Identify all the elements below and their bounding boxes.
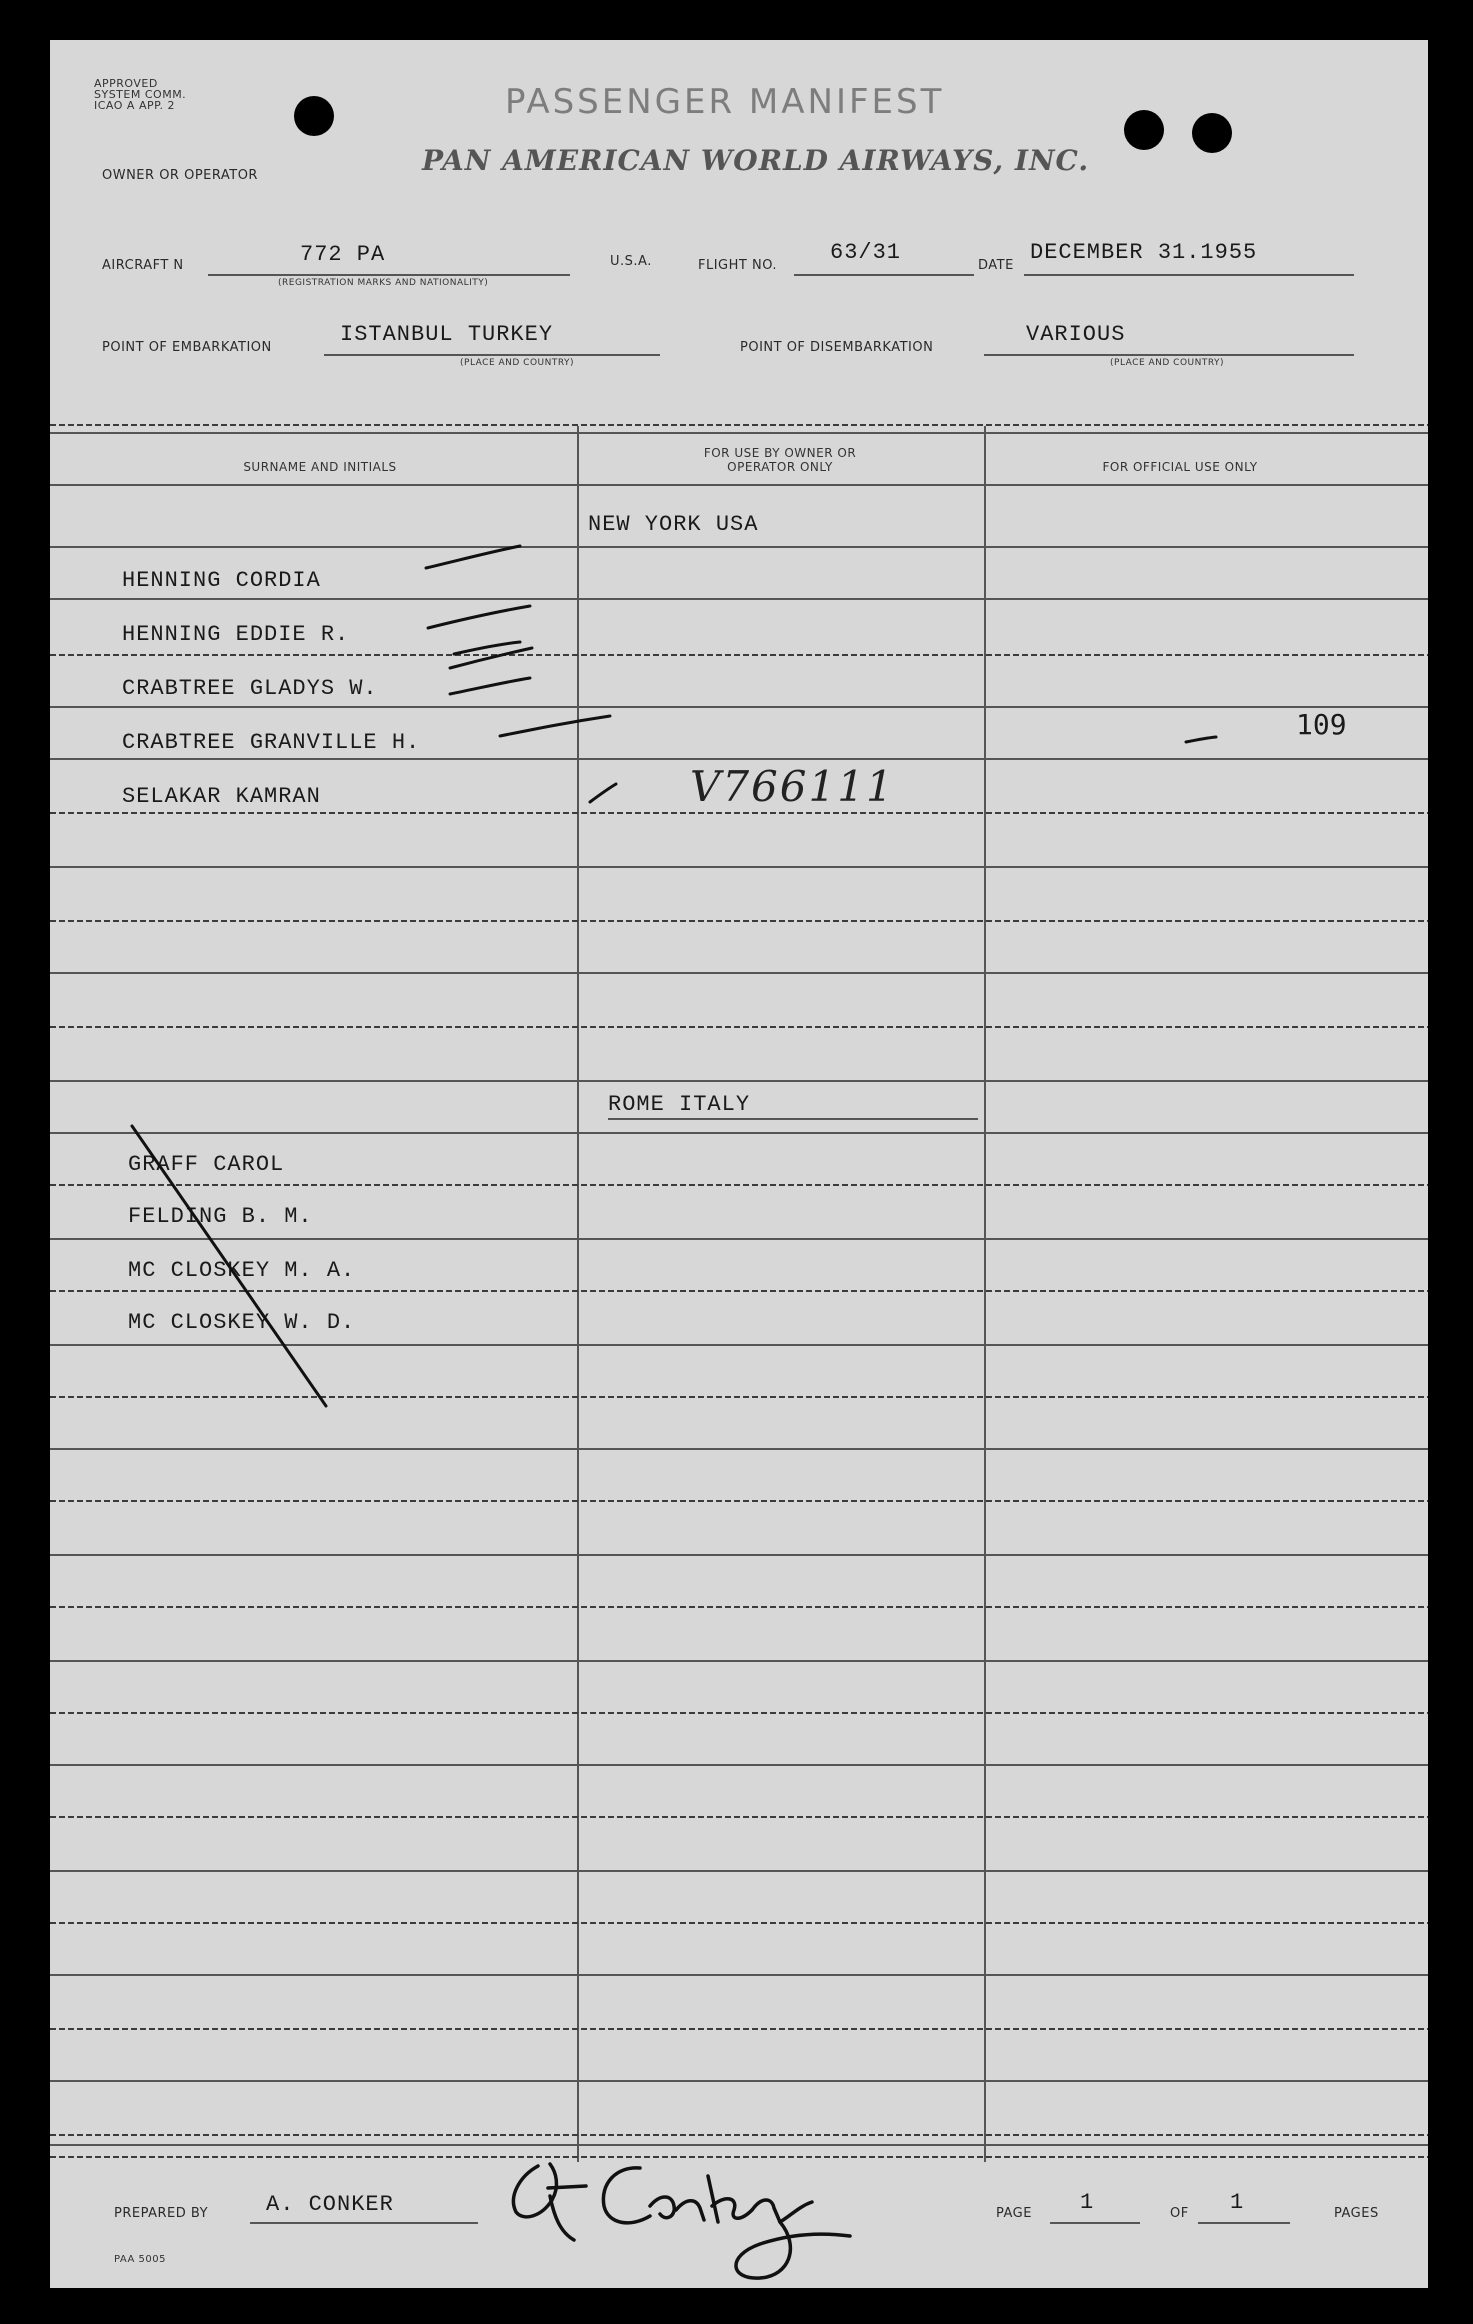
disembarkation-label: POINT OF DISEMBARKATION [740, 340, 934, 355]
usa-label: U.S.A. [610, 254, 652, 269]
destination-1: NEW YORK USA [588, 512, 759, 537]
passenger-name: CRABTREE GLADYS W. [122, 676, 378, 701]
passenger-name: GRAFF CAROL [128, 1152, 285, 1177]
prepared-by-label: PREPARED BY [114, 2206, 209, 2221]
company-name: PAN AMERICAN WORLD AIRWAYS, INC. [422, 144, 1090, 177]
official-number: 109 [1296, 708, 1347, 741]
prepared-by-line [250, 2222, 478, 2224]
embarkation-value: ISTANBUL TURKEY [340, 322, 554, 347]
disembarkation-value: VARIOUS [1026, 322, 1126, 347]
of-line [1198, 2222, 1290, 2224]
embarkation-sublabel: (PLACE AND COUNTRY) [460, 358, 575, 368]
handwritten-marks [50, 40, 1428, 2288]
strike-line [132, 1126, 326, 1406]
of-label: OF [1170, 2206, 1189, 2221]
check-mark [590, 784, 616, 802]
prepared-by-value: A. CONKER [266, 2192, 394, 2217]
page-line [1050, 2222, 1140, 2224]
handwritten-note: V766111 [690, 762, 895, 811]
page-label: PAGE [996, 2206, 1032, 2221]
header-owner-use: FOR USE BY OWNER OR OPERATOR ONLY [703, 446, 857, 474]
disembarkation-sublabel: (PLACE AND COUNTRY) [1110, 358, 1225, 368]
pages-label: PAGES [1334, 2206, 1379, 2221]
official-tick [1186, 737, 1216, 742]
aircraft-label: AIRCRAFT N [102, 258, 184, 273]
passenger-name: MC CLOSKEY M. A. [128, 1258, 356, 1283]
aircraft-value: 772 PA [300, 242, 386, 267]
passenger-name: HENNING EDDIE R. [122, 622, 350, 647]
flight-value: 63/31 [830, 240, 902, 265]
manifest-page [50, 40, 1428, 2288]
flight-label: FLIGHT NO. [698, 258, 778, 273]
page-title: PASSENGER MANIFEST [505, 82, 945, 122]
passenger-name: SELAKAR KAMRAN [122, 784, 321, 809]
signature [490, 2136, 890, 2286]
check-mark [500, 716, 610, 736]
owner-operator-label: OWNER OR OPERATOR [102, 168, 258, 183]
check-mark [426, 546, 520, 568]
of-value: 1 [1230, 2190, 1245, 2215]
check-mark [450, 678, 530, 694]
passenger-name: HENNING CORDIA [122, 568, 321, 593]
destination-2: ROME ITALY [608, 1092, 751, 1117]
check-mark [428, 606, 530, 628]
passenger-name: MC CLOSKEY W. D. [128, 1310, 356, 1335]
date-label: DATE [978, 258, 1014, 273]
header-surname: SURNAME AND INITIALS [243, 460, 397, 474]
passenger-name: FELDING B. M. [128, 1204, 313, 1229]
date-value: DECEMBER 31.1955 [1030, 240, 1258, 265]
approval-stamp: APPROVED SYSTEM COMM. ICAO A APP. 2 [94, 77, 187, 112]
page-value: 1 [1080, 2190, 1095, 2215]
aircraft-sublabel: (REGISTRATION MARKS AND NATIONALITY) [278, 278, 489, 288]
passenger-name: CRABTREE GRANVILLE H. [122, 730, 421, 755]
form-code: PAA 5005 [114, 2254, 166, 2265]
header-official: FOR OFFICIAL USE ONLY [1102, 460, 1258, 474]
embarkation-label: POINT OF EMBARKATION [102, 340, 272, 355]
